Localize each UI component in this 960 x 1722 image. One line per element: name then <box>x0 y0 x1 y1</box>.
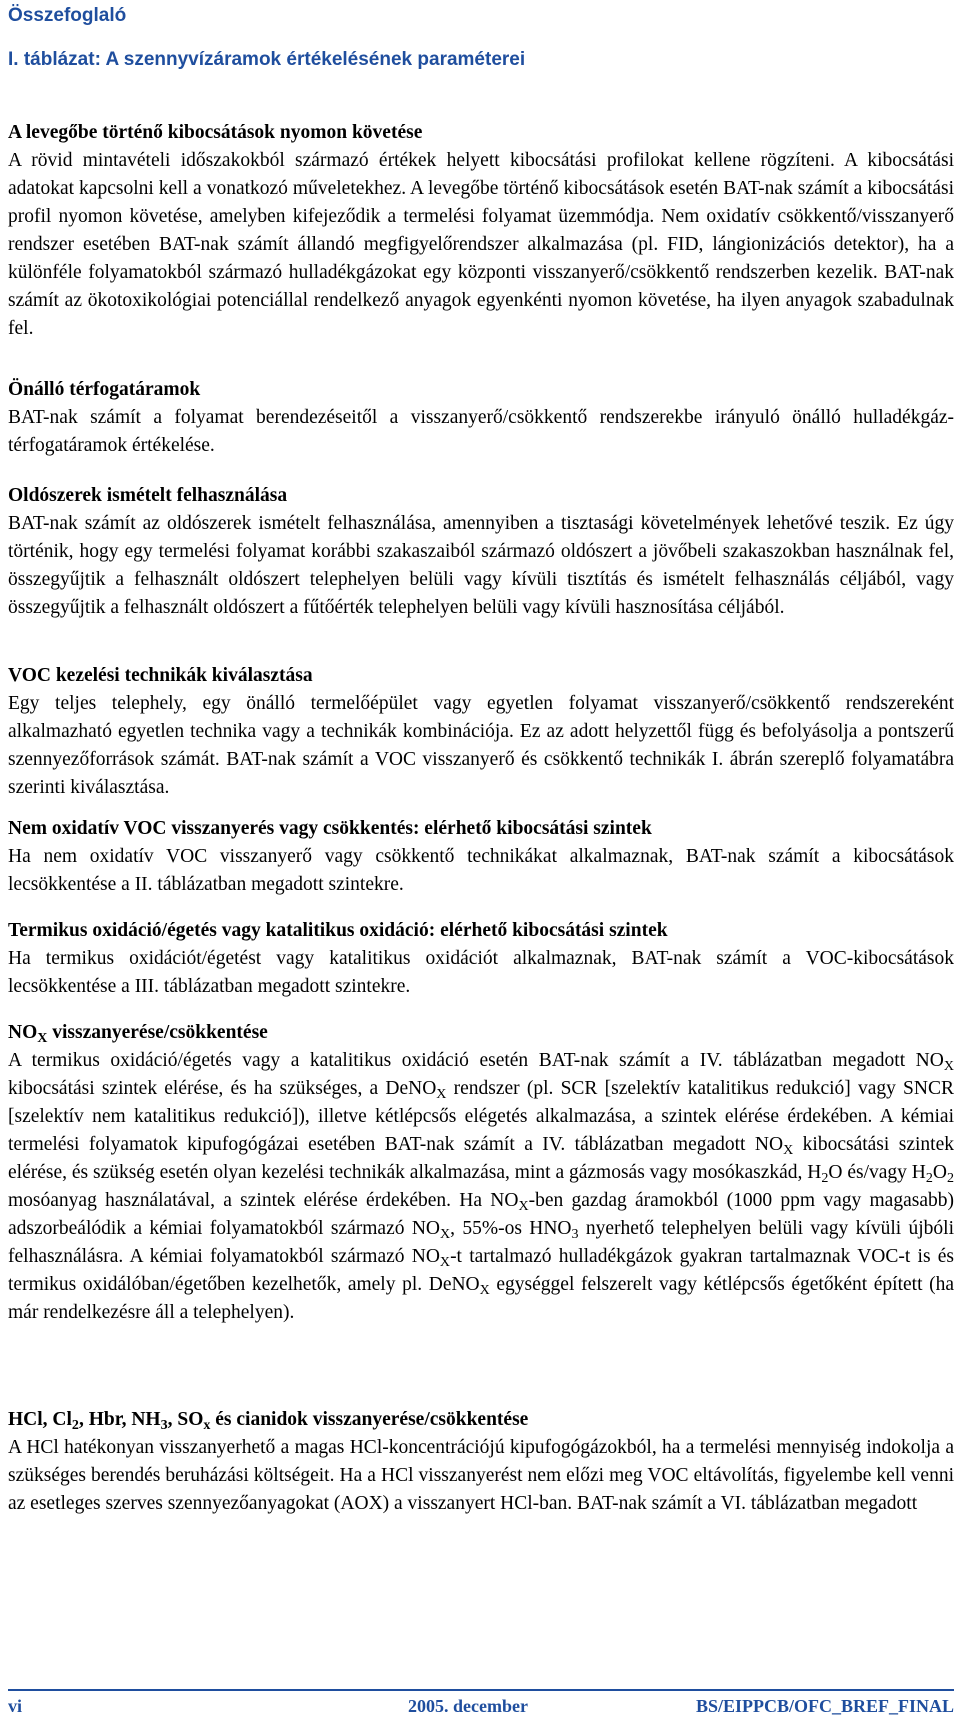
document-id: BS/EIPPCB/OFC_BREF_FINAL <box>695 1696 954 1716</box>
table-link[interactable]: I. táblázat: A szennyvízáramok értékelésének paraméterei <box>8 49 526 70</box>
section-hcl-recovery <box>8 1406 954 1518</box>
section-separate-flows <box>8 376 954 460</box>
section-body: BAT-nak számít a folyamat berendezéseitől a visszanyerő/csökkentő rendszerekbe irányuló önálló hulladékgáz-térfogatáramok értékelése. <box>8 407 954 456</box>
section-heading: $NO_X$ visszanyerése/csökkentése <box>8 1022 268 1047</box>
section-body: Ha nem oxidatív VOC visszanyerő vagy csökkentő technikákat alkalmaznak, BAT-nak számít a kibocsátások lecsökkentése a II. táblázatban megadott szintekre. <box>8 846 954 895</box>
footer-date: 2005. december <box>408 1696 528 1716</box>
section-body: A rövid mintavételi időszakokból származó értékek helyett kibocsátási profilokat kellene rögzíteni. A kibocsátási adatokat kapcsolni kell a vonatkozó műveletekhez. A levegőbe történő kibocsátások esetén BAT-nak számít a kibocsátási profil nyomon követése, amelyben kifejeződik a termelési folyamat üzemmódja. Nem oxidatív csökkentő/visszanyerő rendszer esetében BAT-nak számít állandó megfigyelőrendszer alkalmazása (pl. FID, lángionizációs detektor), ha a különféle folyamatokból származó hulladékgázokat egy központi visszanyerő/csökkentő rendszerben kezelik. BAT-nak számít az ökotoxikológiai potenciállal rendelkező anyagok egyenkénti nyomon követése, ha ilyen anyagok szabadulnak fel. <box>8 150 954 339</box>
section-non-oxidative-voc <box>8 815 954 899</box>
page-title: Összefoglaló <box>8 5 127 26</box>
section-body: A termikus oxidáció/égetés vagy a katalitikus oxidáció esetén BAT-nak számít a IV. táblázatban megadott $NO_X$ kibocsátási szintek elérése, és ha szükséges, a DeNO$_X$ rendszer (pl. SCR [szelektív katalitikus redukció] vagy SNCR [szelektív nem katalitikus redukció]), illetve kétlépcsős elégetés alkalmazása, a szintek elérése érdekében. A kémiai termelési folyamatok kipufogógázai esetében BAT-nak számít a IV. táblázatban megadott $NO_X$ kibocsátási szintek elérése, és szükség esetén olyan kezelési technikák alkalmazása, mint a gázmosás vagy mosókaszkád, $H_2O$ és/vagy $H_2O_2$ mosóanyag használatával, a szintek elérése érdekében. Ha $NO_X$-ben gazdag áramokból (1000 ppm vagy magasabb) adszorbeálódik a kémiai folyamatokból származó $NO_X$, 55%-os $HNO_3$ nyerhető telephelyen belüli vagy kívüli újbóli felhasználásra. A kémiai folyamatokból származó $NO_X-t$ tartalmazó hulladékgázok gyakran tartalmaznak VOC-t is és termikus oxidálóban/égetőben kezelhetők, amely pl. DeNO$_X$ egységgel felszerelt vagy kétlépcsős égetőként épített (ha már rendelkezésre áll a telephelyen). <box>8 1050 955 1323</box>
section-heading: Termikus oxidáció/égetés vagy katalitikus oxidáció: elérhető kibocsátási szintek <box>8 920 668 941</box>
section-heading: Nem oxidatív VOC visszanyerés vagy csökkentés: elérhető kibocsátási szintek <box>8 818 652 839</box>
section-body: A HCl hatékonyan visszanyerhető a magas HCl-koncentrációjú kipufogógázokból, ha a termelési mennyiség indokolja a szükséges berendés beruházási költségeit. Ha a HCl visszanyerést nem előzi meg VOC eltávolítás, figyelembe kell venni az esetleges szerves szennyezőanyagokat (AOX) a visszanyert HCl-ban. BAT-nak számít a VI. táblázatban megadott <box>8 1437 954 1514</box>
section-heading: A levegőbe történő kibocsátások nyomon követése <box>8 122 423 143</box>
section-air-monitoring <box>8 119 954 343</box>
section-heading: HCl, $Cl_2$, Hbr, $NH_3$, $SO_x$ és cianidok visszanyerése/csökkentése <box>8 1409 529 1434</box>
page-number: vi <box>8 1696 23 1716</box>
section-nox-recovery <box>8 1019 954 1327</box>
section-body: Ha termikus oxidációt/égetést vagy katalitikus oxidációt alkalmaznak, BAT-nak számít a VOC-kibocsátások lecsökkentése a III. táblázatban megadott szintekre. <box>8 948 954 997</box>
section-heading: VOC kezelési technikák kiválasztása <box>8 665 313 686</box>
section-heading: Önálló térfogatáramok <box>8 379 201 400</box>
footer-divider <box>8 1689 954 1691</box>
section-body: BAT-nak számít az oldószerek ismételt felhasználása, amennyiben a tisztasági követelmények lehetővé teszik. Ez úgy történik, hogy egy termelési folyamat korábbi szakaszaiból származó oldószert a jövőbeli szakaszokban használnak fel, összegyűjtik a felhasznált oldószert telephelyen belüli vagy kívüli tisztítás és ismételt felhasználás céljából, vagy összegyűjtik a felhasznált oldószert a fűtőérték telephelyen belüli vagy kívüli hasznosítása céljából. <box>8 513 954 618</box>
section-solvent-reuse <box>8 482 954 622</box>
section-thermal-oxidation <box>8 917 954 1001</box>
section-body: Egy teljes telephely, egy önálló termelőépület vagy egyetlen folyamat visszanyerő/csökkentő rendszereként alkalmazható egyetlen technika vagy a technikák kombinációja. Ez az adott helyzettől függ és befolyásolja a pontszerű szennyezőforrások számát. BAT-nak számít a VOC visszanyerő és csökkentő technikák I. ábrán szereplő folyamatábra szerinti kiválasztása. <box>8 693 954 798</box>
section-heading: Oldószerek ismételt felhasználása <box>8 485 288 506</box>
section-voc-technique-selection <box>8 662 954 802</box>
